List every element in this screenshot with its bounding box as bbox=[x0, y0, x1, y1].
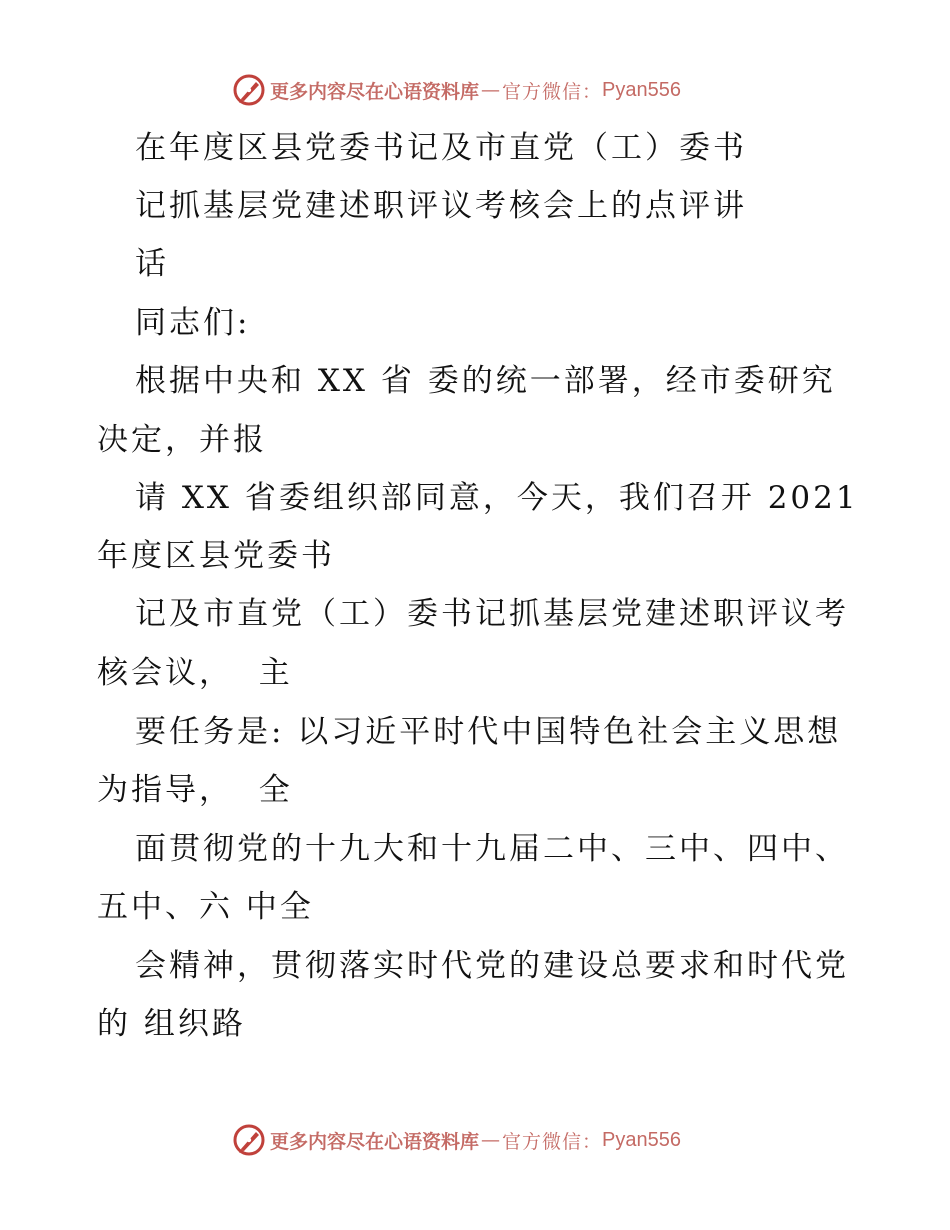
body-line-2: 决定，并报 bbox=[97, 422, 267, 458]
body-line-12: 的 组织路 bbox=[97, 1006, 246, 1042]
watermark-footer bbox=[232, 1122, 681, 1158]
body-line-4: 年度区县党委书 bbox=[97, 538, 335, 574]
body-line-11: 会精神，贯彻落实时代党的建设总要求和时代党 bbox=[135, 948, 849, 984]
salutation: 同志们: bbox=[135, 305, 251, 341]
watermark-dash: — bbox=[481, 79, 501, 101]
watermark-main-text: 更多内容尽在心语资料库 bbox=[270, 80, 480, 103]
title-line-1: 在年度区县党委书记及市直党（工）委书 bbox=[135, 130, 747, 166]
watermark-dash: — bbox=[481, 1129, 501, 1151]
watermark-wechat-id: Pyan556 bbox=[602, 78, 681, 101]
body-line-1: 根据中央和 XX 省 委的统一部署，经市委研究 bbox=[135, 363, 836, 399]
pen-logo-icon bbox=[232, 1123, 266, 1157]
body-line-3: 请 XX 省委组织部同意，今天，我们召开 2021 bbox=[135, 480, 859, 516]
watermark-header bbox=[232, 72, 681, 108]
title-line-2: 记抓基层党建述职评议考核会上的点评讲 bbox=[135, 188, 747, 224]
body-line-5: 记及市直党（工）委书记抓基层党建述职评议考 bbox=[135, 596, 849, 632]
body-line-6: 核会议， 主 bbox=[97, 655, 293, 691]
watermark-wechat-label: 官方微信： bbox=[502, 80, 603, 103]
pen-logo-icon bbox=[232, 73, 266, 107]
body-line-7: 要任务是: 以习近平时代中国特色社会主义思想 bbox=[135, 714, 842, 750]
body-line-8: 为指导， 全 bbox=[97, 772, 293, 808]
title-line-3: 话 bbox=[135, 246, 169, 282]
watermark-wechat-id: Pyan556 bbox=[602, 1128, 681, 1151]
body-line-10: 五中、六 中全 bbox=[97, 889, 314, 925]
watermark-wechat-label: 官方微信： bbox=[502, 1130, 603, 1153]
body-line-9: 面贯彻党的十九大和十九届二中、三中、四中、 bbox=[135, 831, 849, 867]
watermark-main-text: 更多内容尽在心语资料库 bbox=[270, 1130, 480, 1153]
